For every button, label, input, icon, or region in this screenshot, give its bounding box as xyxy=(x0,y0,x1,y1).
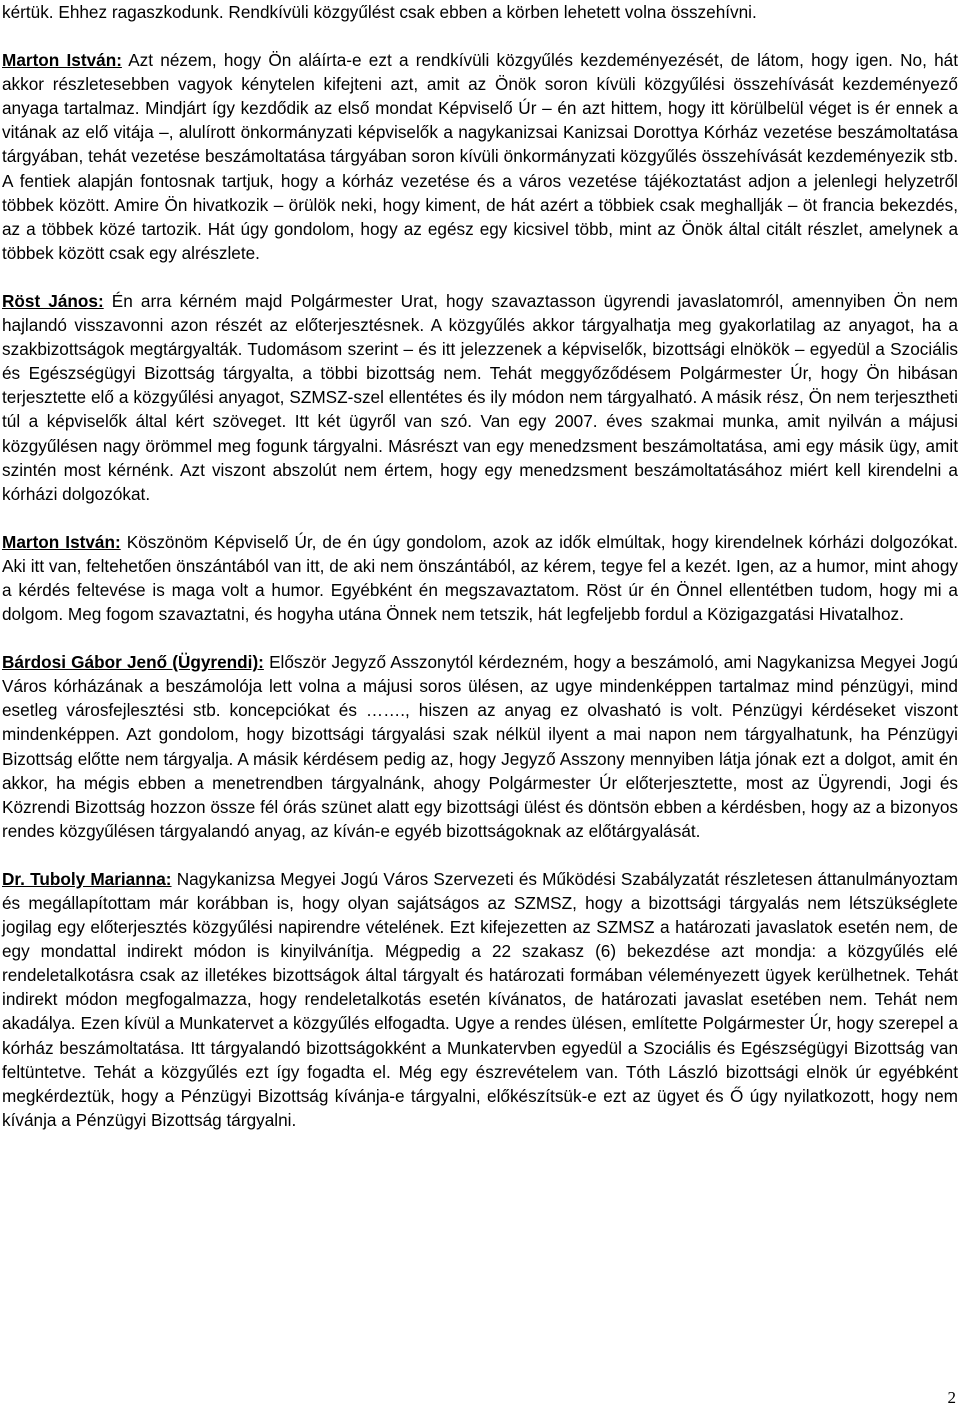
speaker-name: Röst János: xyxy=(2,290,104,311)
paragraph-marton-1 xyxy=(2,48,958,265)
paragraph-text: Én arra kérném majd Polgármester Urat, hogy szavaztasson ügyrendi javaslatomról, amennyiben Ön nem hajlandó visszavonni azon részét az előterjesztésnek. A közgyűlés akkor tárgyalhatja meg gyakorlatilag az anyagot, ha a szakbizottságok megtárgyalták. Tudomásom szerint – és itt jelezzenek a képviselők, bizottsági elnökök – egyedül a Szociális és Egészségügyi Bizottság tárgyalta, a többi bizottság nem. Tehát meggyőződésem Polgármester Úr, hogy Ön hibásan terjesztette elő a közgyűlési anyagot, SZMSZ-szel ellentétes és ily módon nem tárgyalható. A másik rész, Ön nem terjesztheti túl a képviselők által kért szöveget. Itt két ügyről van szó. Van egy 2007. éves szakmai munka, amit nyilván a májusi közgyűlésen nagy örömmel meg fogunk tárgyalni. Másrészt van egy menedzsment beszámoltatása, ami egy másik ügy, amit szintén most kérnénk. Azt viszont abszolút nem értem, hogy egy menedzsment beszámoltatásához miért kell kirendelni a kórházi dolgozókat. xyxy=(2,290,958,504)
speaker-name: Bárdosi Gábor Jenő (Ügyrendi): xyxy=(2,652,264,673)
paragraph-rost xyxy=(2,289,958,506)
paragraph-text: Nagykanizsa Megyei Jogú Város Szervezeti és Működési Szabályzatát részletesen áttanulmányoztam és megállapítottam már korábban is, hogy olyan sajátságos az SZMSZ, hogy a bizottsági tárgyalás nem létszükséglete jogilag egy előterjesztés közgyűlési napirendre vételének. Ezt kifejezetten az SZMSZ a határozati javaslatok esetén nem, de egy mondattal indirekt módon is kinyilvánítja. Mégpedig a 22 szakasz (6) bekezdése azt mondja: a közgyűlés elé rendeletalkotásra csak az illetékes bizottságok által tárgyalt és határozati formában véleményezett ügyek kerülhetnek. Tehát indirekt módon megfogalmazza, hogy rendeletalkotás esetén kívánatos, de határozati javaslat esetében nem. Tehát nem akadálya. Ezen kívül a Munkatervet a közgyűlés elfogadta. Ugye a rendes ülésen, említette Polgármester Úr, hogy szerepel a kórház beszámoltatása. Itt tárgyalandó bizottságokként a Munkatervben egyedül a Szociális és Egészségügyi Bizottság van feltüntetve. Tehát a közgyűlés ezt így fogadta el. Még egy észrevételem van. Tóth László bizottsági elnök úr egyébként megkérdeztük, hogy a Pénzügyi Bizottság kívánja-e tárgyalni, előkészítsük-e ezt az ügyet és Ő úgy nyilatkozott, hogy nem kívánja a Pénzügyi Bizottság tárgyalni. xyxy=(2,868,958,1130)
paragraph-tuboly xyxy=(2,867,958,1132)
paragraph-text: kértük. Ehhez ragaszkodunk. Rendkívüli közgyűlést csak ebben a körben lehetett volna összehívni. xyxy=(2,2,757,22)
paragraph-marton-2 xyxy=(2,530,958,626)
page-number: 2 xyxy=(947,1388,956,1407)
paragraph-text: Köszönöm Képviselő Úr, de én úgy gondolom, azok az idők elmúltak, hogy kirendelnek kórházi dolgozókat. Aki itt van, feltehetően önszántából van itt, de aki nem önszántából, az kérem, tegye fel a kezét. Igen, az a humor, mint ahogy a kérdés feltevése is maga volt a humor. Egyébként én megszavaztatom. Röst úr én Önnel ellentétben tudom, hogy mi a dolgom. Meg fogom szavaztatni, és hogyha utána Önnek nem tetszik, hát legfeljebb fordul a Közigazgatási Hivatalhoz. xyxy=(2,531,958,625)
speaker-name: Dr. Tuboly Marianna: xyxy=(2,868,172,889)
speaker-name: Marton István: xyxy=(2,531,121,552)
speaker-name: Marton István: xyxy=(2,50,122,71)
paragraph-bardosi xyxy=(2,650,958,843)
paragraph-text: Először Jegyző Asszonytól kérdezném, hogy a beszámoló, ami Nagykanizsa Megyei Jogú Város kórházának a beszámolója lett volna a májusi soros ülésen, az ugye mindenképpen tartalmaz mind pénzügyi, mind esetleg városfejlesztési stb. koncepciókat és ……., hiszen az anyag ez olvasható is volt. Pénzügyi kérdéseket viszont mindenképpen. Azt gondolom, hogy bizottsági tárgyalási szak nélkül ilyent a mai napon nem tárgyalhatunk, ha Pénzügyi Bizottság előtte nem tárgyalja. A másik kérdésem pedig az, hogy Jegyző Asszony mennyiben látja jónak ezt a dolgot, amit én akkor, ha mégis ebben a menetrendben tárgyalnánk, ahogy Polgármester Úr előterjesztette, most az Ügyrendi, Jogi és Közrendi Bizottság hozzon össze fél órás szünet alatt egy bizottsági ülést és döntsön ebben a kérdésben, hogy az a bizonyos rendes közgyűlésen tárgyalandó anyag, az kíván-e egyéb bizottságoknak az előtárgyalását. xyxy=(2,652,959,841)
paragraph-continuation xyxy=(2,0,958,24)
document-page xyxy=(2,0,958,1156)
paragraph-text: Azt nézem, hogy Ön aláírta-e ezt a rendkívüli közgyűlés kezdeményezését, de látom, hogy igen. No, hát akkor részletesebben vagyok kénytelen kifejteni azt, amit az Önök soron kívüli közgyűlési összehívását kezdeményező anyaga tartalmaz. Mindjárt így kezdődik az első mondat Képviselő Úr – én azt hittem, hogy itt körülbelül véget is ér ennek a vitának az elő vitája –, alulírott önkormányzati képviselők a nagykanizsai Kanizsai Dorottya Kórház vezetése beszámoltatása tárgyában, tehát vezetése beszámoltatása tárgyában soron kívüli önkormányzati közgyűlés összehívását kezdeményezik stb. A fentiek alapján fontosnak tartjuk, hogy a kórház vezetése és a város vezetése tájékoztatást adjon a jelenlegi helyzetről többek között. Amire Ön hivatkozik – örülök neki, hogy kiment, de hát azért a többiek csak meghallják – öt francia bekezdés, az a többek közé tartozik. Hát úgy gondolom, hogy az egész egy kicsivel több, mint az Önök által citált részlet, amelynek a többek között csak egy alrészlete. xyxy=(2,50,958,263)
